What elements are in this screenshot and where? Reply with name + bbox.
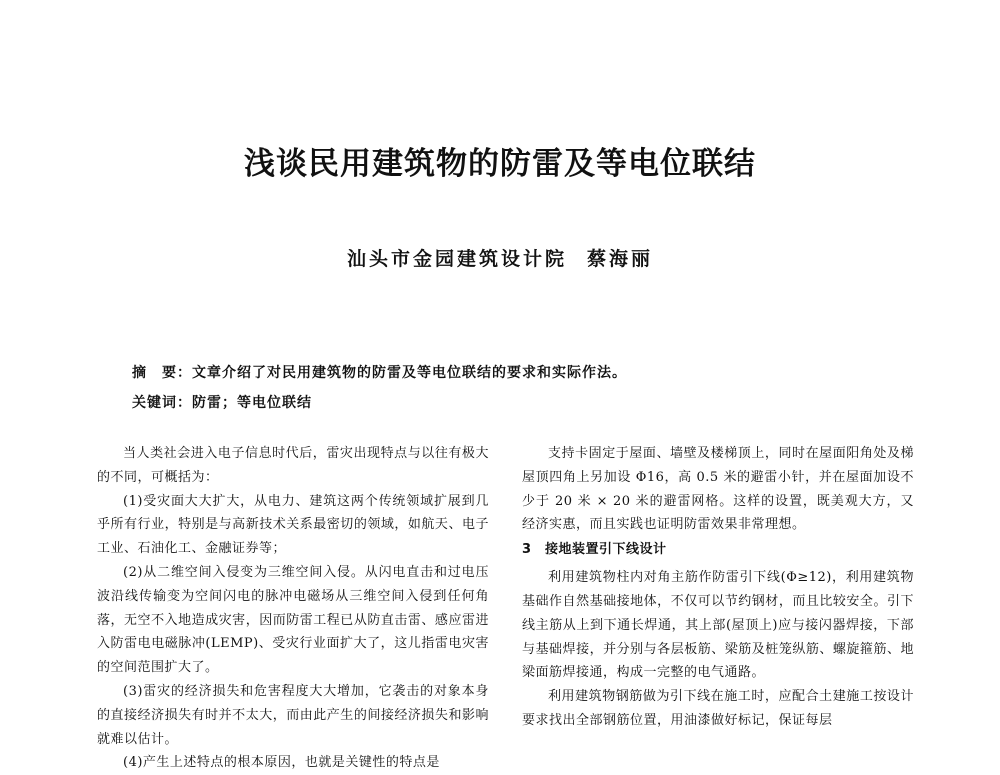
- keywords-label: 关键词：: [132, 395, 192, 411]
- keywords: [132, 392, 912, 412]
- author-affiliation: 汕头市金园建筑设计院: [346, 248, 567, 270]
- body-paragraph: (4)产生上述特点的根本原因，也就是关键性的特点是: [123, 755, 440, 771]
- right-column: [522, 442, 914, 733]
- author-line: [0, 244, 1000, 271]
- abstract: [132, 362, 912, 382]
- body-paragraph: 利用建筑物柱内对角主筋作防雷引下线(Φ≥12)，利用建筑物基础作自然基础接地体，不仅可以节约钢材，而且比较安全。引下线主筋从上到下通长焊通，其上部(屋顶上)应与接闪器焊接，下部与基础焊接，并分别与各层板筋、梁筋及桩笼纵筋、螺旋箍筋、地梁面筋焊接通，构成一完整的电气通路。: [522, 570, 914, 681]
- body-paragraph: 支持卡固定于屋面、墙壁及楼梯顶上，同时在屋面阳角处及梯屋顶四角上另加设 Φ16，高 0.5 米的避雷小针，并在屋面加设不少于 20 米 × 20 米的避雷网格。这样的设置，既美观大方，又经济实惠，而且实践也证明防雷效果非常理想。: [522, 446, 914, 533]
- body-paragraph: (2)从二维空间入侵变为三维空间入侵。从闪电直击和过电压波沿线传输变为空间闪电的脉冲电磁场从三维空间入侵到任何角落，无空不入地造成灾害，因而防雷工程已从防直击雷、感应雷进入防雷电电磁脉冲(LEMP)、受灾行业面扩大了，这儿指雷电灾害的空间范围扩大了。: [97, 564, 489, 676]
- abstract-label: 摘 要：: [132, 365, 192, 381]
- body-paragraph: (3)雷灾的经济损失和危害程度大大增加，它袭击的对象本身的直接经济损失有时并不太大，而由此产生的间接经济损失和影响就难以估计。: [97, 683, 489, 747]
- left-column: [97, 442, 489, 775]
- author-name: 蔡海丽: [587, 248, 654, 270]
- body-paragraph: (1)受灾面大大扩大，从电力、建筑这两个传统领域扩展到几乎所有行业，特别是与高新技术关系最密切的领域，如航天、电子工业、石油化工、金融证券等；: [97, 493, 489, 557]
- paper-title: 浅谈民用建筑物的防雷及等电位联结: [244, 146, 756, 182]
- keywords-text: 防雷；等电位联结: [192, 395, 312, 411]
- body-paragraph: 当人类社会进入电子信息时代后，雷灾出现特点与以往有极大的不同，可概括为：: [97, 446, 489, 485]
- body-paragraph: 利用建筑物钢筋做为引下线在施工时，应配合土建施工按设计要求找出全部钢筋位置，用油漆做好标记，保证每层: [522, 689, 914, 728]
- section-heading: 3 接地装置引下线设计: [522, 542, 667, 558]
- abstract-text: 文章介绍了对民用建筑物的防雷及等电位联结的要求和实际作法。: [192, 365, 627, 381]
